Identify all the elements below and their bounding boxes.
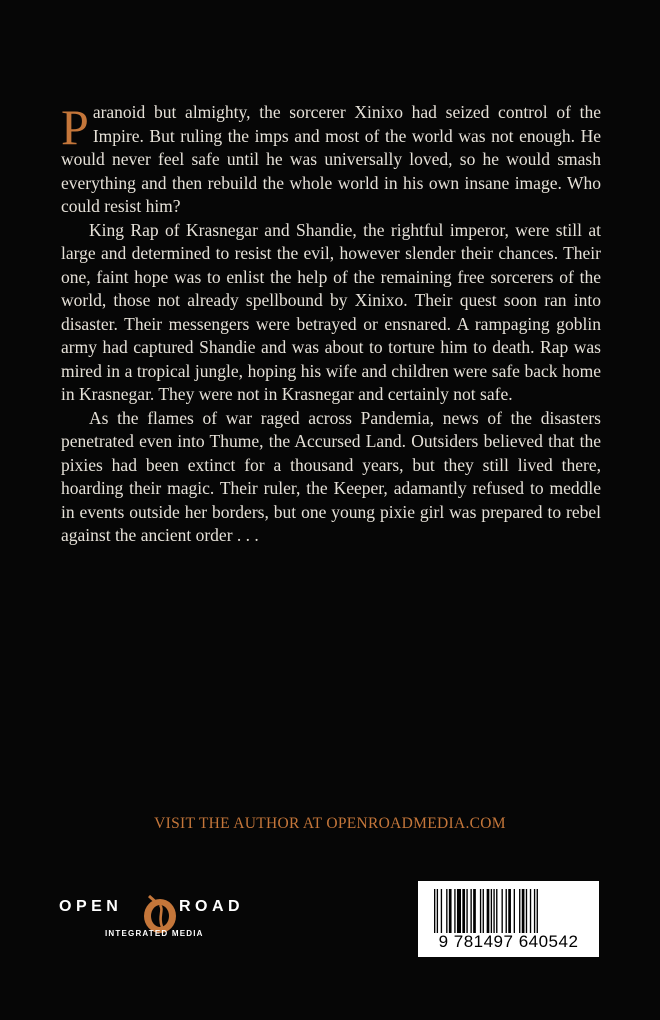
isbn-number: 9 781497 640542 [438, 932, 579, 951]
barcode-bar [506, 889, 507, 933]
blurb-paragraph-3: As the flames of war raged across Pandemia, news of the disasters penetrated even into Thume, the Accursed Land. Outsiders believed that the pixies had been extinct for a thousand years, but they still lived there, hoarding their magic. Their ruler, the Keeper, adamantly refused to meddle in events outside her borders, but one young pixie girl was prepared to rebel against the ancient order . . . [61, 407, 601, 545]
barcode-bar [462, 889, 465, 933]
barcode-bar [534, 889, 535, 933]
barcode-bar [493, 889, 494, 933]
barcode-bar [441, 889, 442, 933]
publisher-logo [59, 880, 269, 950]
barcode-bar [530, 889, 531, 933]
blurb-paragraph-2: King Rap of Krasnegar and Shandie, the rightful imperor, were still at large and determined to resist the evil, however slender their chances. Their one, faint hope was to enlist the help of the remaining free sorcerers of the world, those not already spellbound by Xinixo. Their quest soon ran into disaster. Their messengers were betrayed or ensnared. A rampaging goblin army had captured Shandie and was about to torture him to death. Rap was mired in a tropical jungle, hoping his wife and children were safe back home in Krasnegar. They were not in Krasnegar and certainly not safe. [61, 219, 601, 404]
barcode-bar [537, 889, 538, 933]
drop-cap: P [61, 99, 89, 155]
barcode-bar [508, 889, 511, 933]
logo-word-open: OPEN [59, 898, 123, 915]
blurb-text [61, 101, 601, 548]
barcode-bar [457, 889, 461, 933]
barcode-bar [466, 889, 467, 933]
publisher-logo-row [59, 896, 269, 918]
isbn-barcode [418, 881, 599, 957]
logo-subline: INTEGRATED MEDIA [105, 929, 204, 938]
barcode-bar [491, 889, 492, 933]
visit-author-line: VISIT THE AUTHOR AT OPENROADMEDIA.COM [154, 815, 506, 832]
barcode-bar [480, 889, 481, 933]
barcode-bar [454, 889, 455, 933]
barcode-bar [496, 889, 497, 933]
barcode-bar [522, 889, 525, 933]
barcode-bar [470, 889, 471, 933]
barcode-bar [483, 889, 484, 933]
logo-word-road: ROAD [179, 898, 245, 915]
barcode-bar [519, 889, 520, 933]
barcode-bar [449, 889, 452, 933]
barcode-bar [434, 889, 435, 933]
barcode-bar [473, 889, 476, 933]
barcode-bar [487, 889, 490, 933]
barcode-bars [432, 889, 585, 933]
blurb-paragraph-1-text: aranoid but almighty, the sorcerer Xinixo had seized control of the Impire. But ruling the imps and most of the world was not enough. He would never feel safe until he was universally loved, so he would smash everything and then rebuild the whole world in his own insane image. Who could resist him? [61, 102, 601, 216]
barcode-bar [526, 889, 527, 933]
barcode-bar [437, 889, 438, 933]
barcode-bar [502, 889, 503, 933]
barcode-bar [514, 889, 515, 933]
blurb-paragraph-1 [61, 101, 601, 219]
barcode-bar [446, 889, 447, 933]
